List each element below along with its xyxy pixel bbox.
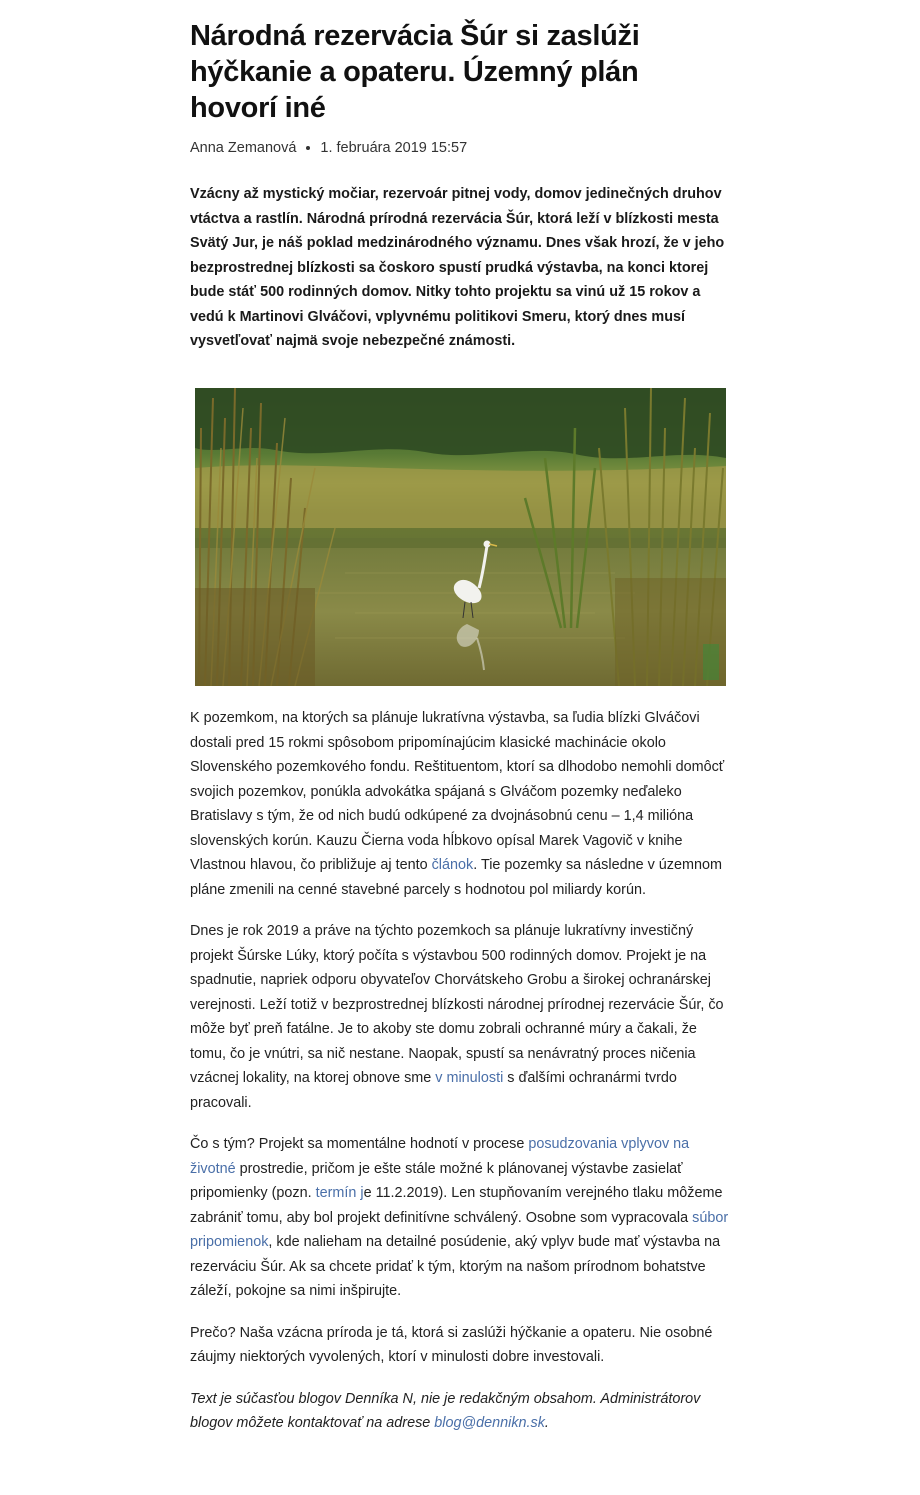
paragraph-text: prostredie, pričom je ešte stále možné k plánovanej výstavbe zasielať pripomienky (pozn.: [190, 1160, 683, 1201]
blog-email-link[interactable]: blog@dennikn.sk: [434, 1415, 545, 1431]
link-v-minulosti[interactable]: v minulosti: [435, 1070, 504, 1086]
paragraph-text: . Tie pozemky sa následne v územnom pláne zmenili na cenné stavebné parcely s hodnotou pol miliardy korún.: [190, 857, 722, 898]
link-subor-pripomienok[interactable]: súbor pripomienok: [190, 1209, 729, 1250]
author-name[interactable]: Anna Zemanová: [190, 140, 297, 156]
publish-date: 1. februára 2019 15:57: [320, 140, 468, 156]
paragraph-text: e 11.2.2019). Len stupňovaním verejného tlaku môžeme zabrániť tomu, aby bol projekt definitívne schválený. Osobne som vypracovala: [190, 1185, 723, 1226]
paragraph-text: , kde nalieham na detailné posúdenie, aký vplyv bude mať výstavba na rezerváciu Šúr. Ak sa chcete pridať k tým, ktorým na našom prírodnom bohatstve záleží, pokojne sa nimi inšpirujte.: [190, 1234, 721, 1299]
paragraph-3: [190, 1132, 735, 1304]
link-posudzovanie-vplyvov[interactable]: posudzovania vplyvov na životné: [190, 1136, 690, 1177]
hero-image: [195, 388, 726, 686]
separator-dot: [306, 146, 310, 150]
disclaimer-text: Text je súčasťou blogov Denníka N, nie je redakčným obsahom. Administrátorov blogov môžete kontaktovať na adrese: [190, 1390, 701, 1431]
paragraph-text: Dnes je rok 2019 a práve na týchto pozemkoch sa plánuje lukratívny investičný projekt Šúrske Lúky, ktorý počíta s výstavbou 500 rodinných domov. Projekt je na spadnutie, napriek odporu obyvateľov Chorvátskeho Grobu a širokej ochranárskej verejnosti. Leží totiž v bezprostrednej blízkosti národnej prírodnej rezervácie Šúr, čo môže byť preň fatálne. Je to akoby ste domu zobrali ochranné múry a čakali, že tomu, čo je vnútri, sa nič nestane. Naopak, spustí sa nenávratný proces ničenia vzácnej lokality, na ktorej obnove sme: [190, 923, 724, 1086]
paragraph-4: Prečo? Naša vzácna príroda je tá, ktorá si zaslúži hýčkanie a opateru. Nie osobné záujmy niektorých vyvolených, ktorí v minulosti dobre investovali.: [190, 1324, 713, 1365]
link-termin[interactable]: termín j: [315, 1185, 364, 1201]
paragraph-text: Čo s tým? Projekt sa momentálne hodnotí v procese: [190, 1136, 529, 1152]
paragraph-1: [190, 706, 735, 902]
article-body: [190, 706, 735, 1436]
article-title: Národná rezervácia Šúr si zaslúži hýčkanie a opateru. Územný plán hovorí iné: [190, 20, 640, 124]
article-meta: [190, 138, 730, 158]
paragraph-2: [190, 919, 735, 1115]
article: [190, 18, 730, 1431]
blog-disclaimer: [190, 1387, 735, 1436]
paragraph-text: K pozemkom, na ktorých sa plánuje lukratívna výstavba, sa ľudia blízki Glváčovi dostali pred 15 rokmi spôsobom pripomínajúcim klasické machinácie okolo Slovenského pozemkového fondu. Reštituentom, ktorí sa dlhodobo nemohli domôcť svojich pozemkov, ponúkla advokátka spájaná s Glváčom pozemky neďaleko Bratislavy s tým, že od nich budú odkúpené za dvojnásobnú cenu – 1,4 milióna slovenských korún. Kauzu Čierna voda hĺbkovo opísal Marek Vagovič v knihe Vlastnou hlavou, čo približuje aj tento: [190, 710, 725, 873]
link-clanok[interactable]: článok: [431, 857, 474, 873]
disclaimer-end: .: [544, 1415, 549, 1431]
paragraph-text: s ďalšími ochranármi tvrdo pracovali.: [190, 1070, 677, 1111]
article-lead: Vzácny až mystický močiar, rezervoár pitnej vody, domov jedinečných druhov vtáctva a rastlín. Národná prírodná rezervácia Šúr, ktorá leží v blízkosti mesta Svätý Jur, je náš poklad medzinárodného významu. Dnes však hrozí, že v jeho bezprostrednej blízkosti sa čoskoro spustí prudká výstavba, na konci ktorej bude stáť 500 rodinných domov. Nitky tohto projektu sa vinú už 15 rokov a vedú k Martinovi Glváčovi, vplyvnému politikovi Smeru, ktorý dnes musí vysvetľovať najmä svoje nebezpečné známosti.: [190, 186, 725, 349]
marsh-egret-photo: [195, 388, 726, 686]
